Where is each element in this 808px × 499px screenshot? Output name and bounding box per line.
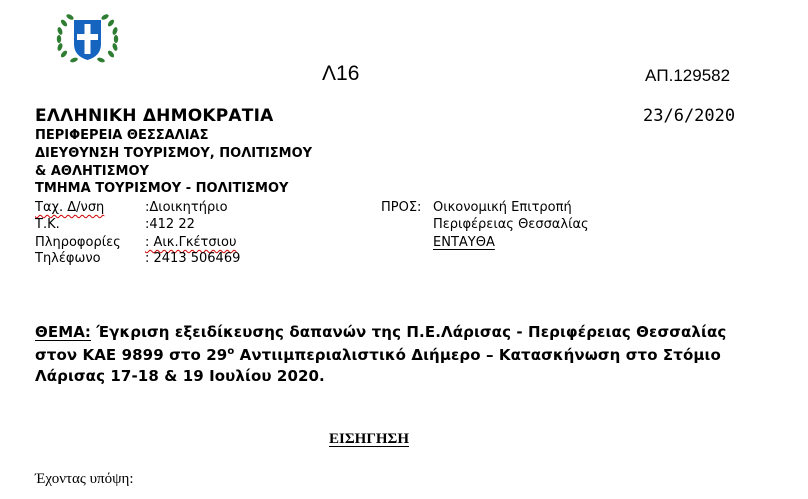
protocol-number: ΑΠ.129582 (645, 66, 731, 85)
greek-coat-of-arms-icon (50, 10, 125, 66)
ordinal-superscript: ο (227, 346, 235, 357)
postcode-label: Τ.Κ. (35, 217, 60, 232)
info-contact-label: Πληροφορίες (35, 235, 121, 250)
phone-label: Τηλέφωνο (35, 251, 101, 266)
postcode-value: :412 22 (145, 217, 195, 232)
subject-line-1 (35, 323, 726, 341)
subject-label: ΘΕΜΑ: (35, 323, 92, 341)
reference-code: Λ16 (322, 62, 360, 85)
info-contact-value: : Αικ.Γκέτσιου (145, 235, 237, 250)
proposal-heading: ΕΙΣΗΓΗΣΗ (329, 431, 410, 447)
org-line-directorate: ΔΙΕΥΘΥΝΣΗ ΤΟΥΡΙΣΜΟΥ, ΠΟΛΙΤΙΣΜΟΥ (35, 146, 313, 161)
recipient-label: ΠΡΟΣ: (381, 200, 422, 215)
address-value: :Διοικητήριο (145, 200, 228, 215)
subject-line-2 (35, 346, 721, 364)
subject-line-3: Λάρισας 17-18 & 19 Ιουλίου 2020. (35, 367, 325, 385)
address-label: Ταχ. Δ/νση (35, 200, 105, 215)
body-intro-text: Έχοντας υπόψη: (35, 471, 134, 487)
country-heading: ΕΛΛΗΝΙΚΗ ΔΗΜΟΚΡΑΤΙΑ (35, 106, 274, 126)
org-line-directorate-cont: & ΑΘΛΗΤΙΣΜΟΥ (35, 164, 149, 179)
document-date: 23/6/2020 (643, 106, 736, 126)
subject-text-2a: στον ΚΑΕ 9899 στο 29 (35, 346, 228, 364)
subject-text-2b: Αντιιμπεριαλιστικό Διήμερο – Κατασκήνωση στο Στόμιο (234, 346, 721, 364)
org-line-department: ΤΜΗΜΑ ΤΟΥΡΙΣΜΟΥ - ΠΟΛΙΤΙΣΜΟΥ (35, 181, 289, 196)
subject-text-1: Έγκριση εξειδίκευσης δαπανών της Π.Ε.Λάρισας - Περιφέρειας Θεσσαλίας (91, 323, 727, 341)
phone-value: : 2413 506469 (145, 251, 241, 266)
recipient-region: Περιφέρειας Θεσσαλίας (433, 217, 589, 232)
recipient-location: ΕΝΤΑΥΘΑ (433, 235, 495, 250)
recipient-committee: Οικονομική Επιτροπή (433, 200, 572, 215)
org-line-region: ΠΕΡΙΦΕΡΕΙΑ ΘΕΣΣΑΛΙΑΣ (35, 128, 209, 143)
